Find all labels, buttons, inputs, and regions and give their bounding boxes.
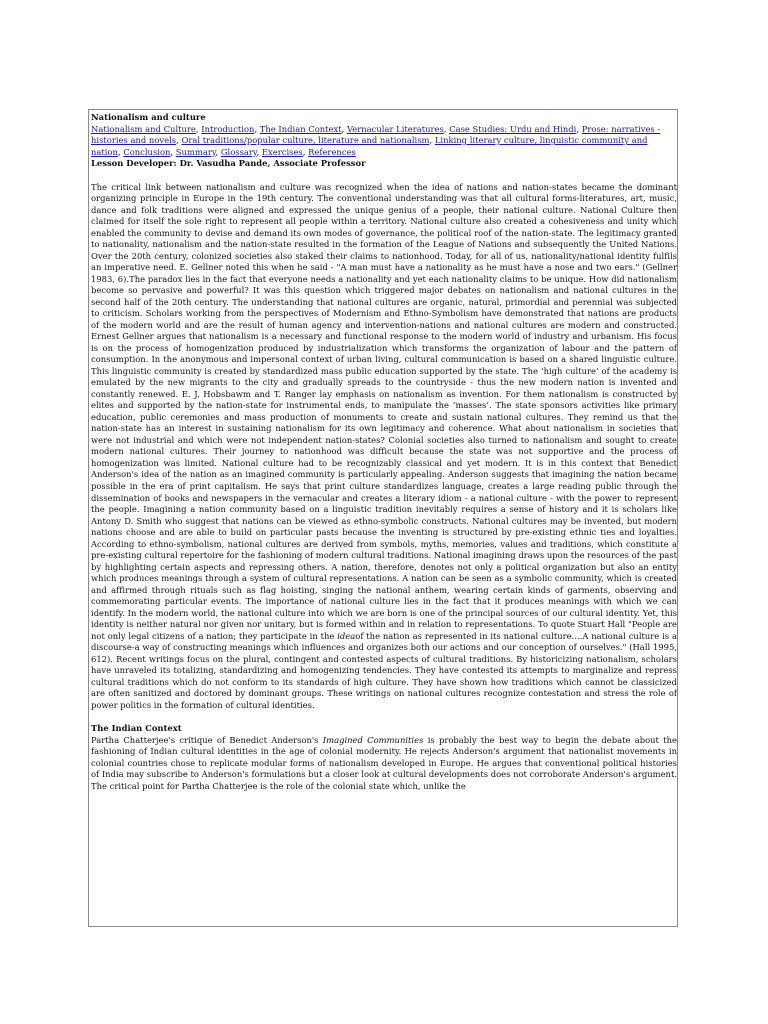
nav-link-summary[interactable]: Summary bbox=[175, 146, 216, 157]
nav-link-prose-narratives[interactable]: Prose: narratives - histories and novels bbox=[91, 123, 661, 146]
nav-link-references[interactable]: References bbox=[308, 146, 356, 157]
nav-link-linking-literary-culture[interactable]: Linking literary culture, linguistic community and nation bbox=[91, 135, 648, 157]
indian-context-paragraph bbox=[91, 735, 677, 793]
intro-text-part2: of the nation as represented in its national culture....A national culture is a discourse-a way of constructing meanings which influences and organizes both our actions and our conception of ourselves." (Hall 1995, 612). Recent writings focus on the plural, contingent and contested aspects of cultural traditions. By historicizing nationalism, scholars have unraveled its totalizing, standardizing and homogenizing tendencies. They have contested its attempts to marginalize and repress cultural traditions which do not conform to its standards of high culture. They have shown how traditions which cannot be classicized are often sanitized and doctored by dominant groups. These writings on national cultures recognize contestation and stress the role of power politics in the formation of cultural identities. bbox=[91, 630, 677, 710]
section-italic-title: Imagined Communities bbox=[322, 734, 424, 745]
section-text-part2: is probably the best way to begin the debate about the fashioning of Indian cultural identities in the age of colonial modernity. He rejects Anderson's argument that nationalist movements in colonial countries chose to replicate modular forms of nationalism developed in Europe. He argues that conventional political histories of India may subscribe to Anderson's formulations but a closer look at cultural developments does not corroborate Anderson's argument. The critical point for Partha Chatterjee is the role of the colonial state which, unlike the bbox=[91, 734, 677, 791]
intro-text-part1: The critical link between nationalism and culture was recognized when the idea of nations and nation-states became the dominant organizing principle in Europe in the 19th century. The conventional understanding was that all cultural forms-literatures, art, music, dance and folk traditions were aligned and expressed the unique genius of a people, their national culture. National Culture then claimed for itself the sole right to represent all people within a territory. National culture also created a cohesiveness and unity which enabled the community to devise and demand its own modes of governance, the political roof of the nation-state. The legitimacy granted to nationality, nationalism and the nation-state resulted in the formation of the League of Nations and subsequently the United Nations. Over the 20th century, colonized societies also staked their claims to nationhood. Today, for all of us, nationality/national identity fulfils an imperative need. E. Gellner noted this when he said - "A man must have a nationality as he must have a nose and two ears." (Gellner 1983, 6).The paradox lies in the fact that everyone needs a nationality and yet each nationality claims to be unique. How did nationalism become so pervasive and powerful? It was this question which triggered major debates on nationalism and national cultures in the second half of the 20th century. The understanding that national cultures are organic, natural, primordial and perennial was subjected to criticism. Scholars working from the perspectives of Modernism and Ethno-Symbolism have demonstrated that nations are products of the modern world and are the result of human agency and intervention-nations and national cultures are modern and constructed. Ernest Gellner argues that nationalism is a necessary and functional response to the modern world of industry and urbanism. His focus is on the process of homogenization produced by industrialization which transforms the organization of labour and the pattern of consumption. In the anonymous and impersonal context of urban living, cultural communication is based on a shared linguistic culture. This linguistic community is created by standardized mass public education supported by the state. The ‘high culture’ of the academy is emulated by the new migrants to the city and gradually spreads to the countryside - thus the new modern nation is invented and constantly renewed. E. J. Hobsbawm and T. Ranger lay emphasis on nationalism as invention. For them nationalism is constructed by elites and supported by the nation-state for instrumental ends, to manipulate the ‘masses’. The state sponsors activities like primary education, public ceremonies and mass production of monuments to create and sustain national cultures. They remind us that the nation-state has an interest in sustaining nationalism for its own legitimacy and coherence. What about nationalism in societies that were not industrial and which were not independent nation-states? Colonial societies also turned to nationalism and sought to create modern national cultures. Their journey to nationhood was difficult because the state was not supportive and the process of homogenization was limited. National culture had to be recognizably classical and yet modern. It is in this context that Benedict Anderson's idea of the nation as an imagined community is particularly appealing. Anderson suggests that imagining the nation became possible in the era of print capitalism. He says that print culture standardizes language, creates a large reading public through the dissemination of books and newspapers in the vernacular and creates a literary idiom - a national culture - with the power to represent the people. Imagining a nation community based on a linguistic tradition inevitably requires a sense of history and it is scholars like Antony D. Smith who suggest that nations can be viewed as ethno-symbolic constructs. National cultures may be invented, but modern nations choose and are able to build on particular pasts because the inventing is structured by pre-existing ethnic ties and loyalties. According to ethno-symbolism, national cultures are derived from symbols, myths, memories, values and traditions, which constitute a pre-existing cultural repertoire for the fashioning of modern cultural traditions. National imagining draws upon the resources of the past by highlighting certain aspects and repressing others. A nation, therefore, denotes not only a political organization but also an entity which produces meanings through a system of cultural representations. A nation can be seen as a symbolic community, which is created and affirmed through rituals such as flag hoisting, singing the national anthem, wearing certain kinds of garments, observing and commemorating particular events. The importance of national culture lies in the fact that it produces meanings with which we can identify. In the modern world, the national culture into which we are born is one of the principal sources of our cultural identity. Yet, this identity is neither natural nor given nor unitary, but is formed within and in relation to representations. To quote Stuart Hall "People are not only legal citizens of a nation; they participate in the bbox=[91, 181, 677, 641]
nav-link-case-studies[interactable]: Case Studies: Urdu and Hindi bbox=[449, 123, 577, 134]
nav-link-glossary[interactable]: Glossary bbox=[220, 146, 257, 157]
nav-link-introduction[interactable]: Introduction bbox=[201, 123, 255, 134]
chapter-navigation: Nationalism and Culture, Introduction, The Indian Context, Vernacular Literatures, Case Studies: Urdu and Hindi, Prose: narratives - histories and novels, Oral traditions/popular culture, literature and nationalism, Linking literary culture, linguistic community and nation, Conclusion, Summary, Glossary, Exercises, References bbox=[91, 123, 661, 157]
document-frame bbox=[88, 109, 678, 927]
lesson-developer: Lesson Developer: Dr. Vasudha Pande, Associate Professor bbox=[91, 158, 366, 169]
nav-link-conclusion[interactable]: Conclusion bbox=[123, 146, 171, 157]
nav-link-oral-traditions[interactable]: Oral traditions/popular culture, literature and nationalism bbox=[181, 135, 430, 146]
nav-link-vernacular-literatures[interactable]: Vernacular Literatures bbox=[346, 123, 444, 134]
nav-link-indian-context[interactable]: The Indian Context bbox=[259, 123, 342, 134]
nav-link-nationalism-and-culture[interactable]: Nationalism and Culture bbox=[91, 123, 196, 134]
nav-link-exercises[interactable]: Exercises bbox=[261, 146, 303, 157]
document-title: Nationalism and culture bbox=[91, 112, 206, 122]
intro-paragraph bbox=[91, 182, 677, 712]
intro-italic-idea: idea bbox=[337, 630, 356, 641]
section-text-part1: Partha Chatterjee's critique of Benedict Anderson's bbox=[91, 734, 323, 745]
section-heading-indian-context: The Indian Context bbox=[91, 723, 182, 734]
